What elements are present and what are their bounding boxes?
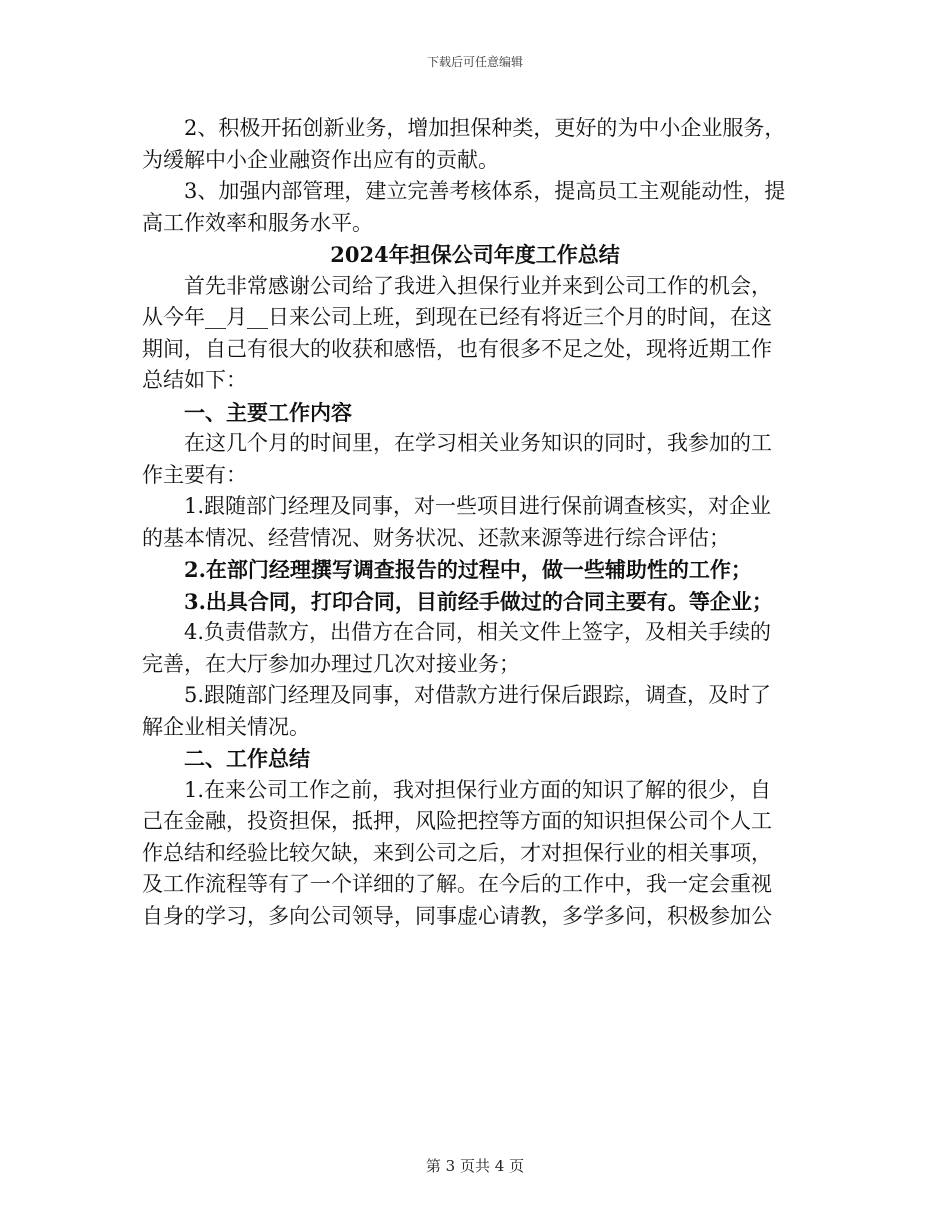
- text-line: 为缓解中小企业融资作出应有的贡献。: [142, 147, 499, 172]
- text-line: 的基本情况、经营情况、财务状况、还款来源等进行综合评估；: [142, 525, 730, 550]
- page-footer: 第 3 页共 4 页: [425, 1157, 525, 1175]
- text-line: 二、工作总结: [184, 746, 310, 771]
- text-line: 2.在部门经理撰写调查报告的过程中，做一些辅助性的工作；: [184, 557, 752, 582]
- section-heading: [142, 743, 808, 775]
- paragraph: [142, 775, 808, 933]
- text-line: 在这几个月的时间里，在学习相关业务知识的同时，我参加的工: [184, 431, 772, 455]
- section-title: 2024年担保公司年度工作总结: [330, 242, 620, 267]
- text-line: 首先非常感谢公司给了我进入担保行业并来到公司工作的机会，: [184, 273, 772, 298]
- text-line: 1.在来公司工作之前，我对担保行业方面的知识了解的很少，自: [184, 777, 772, 802]
- paragraph-bold: [142, 586, 808, 618]
- text-line: 1.跟随部门经理及同事，对一些项目进行保前调查核实，对企业: [184, 494, 772, 518]
- text-line: 己在金融，投资担保，抵押，风险把控等方面的知识担保公司个人工: [142, 809, 772, 833]
- text-line: 完善，在大厅参加办理过几次对接业务；: [142, 651, 520, 676]
- section-heading: [142, 397, 808, 429]
- text-line: 5.跟随部门经理及同事，对借款方进行保后跟踪，调查，及时了: [184, 683, 772, 707]
- text-line: 作总结和经验比较欠缺，来到公司之后，才对担保行业的相关事项，: [142, 840, 772, 865]
- text-line: 解企业相关情况。: [142, 714, 310, 739]
- text-line: 作主要有：: [142, 462, 247, 487]
- text-line: 3.出具合同，打印合同，目前经手做过的合同主要有。等企业；: [184, 588, 773, 614]
- paragraph: [142, 491, 808, 554]
- paragraph: [142, 680, 808, 743]
- paragraph: [142, 428, 808, 491]
- text-line: 4.负责借款方，出借方在合同，相关文件上签字，及相关手续的: [184, 620, 772, 644]
- text-line: 2、积极开拓创新业务，增加担保种类，更好的为中小企业服务，: [184, 116, 786, 140]
- text-line: 期间，自己有很大的收获和感悟，也有很多不足之处，现将近期工作: [142, 336, 772, 361]
- text-line: 3、加强内部管理，建立完善考核体系，提高员工主观能动性，提: [184, 179, 786, 203]
- text-line: 高工作效率和服务水平。: [142, 210, 373, 235]
- paragraph: [142, 176, 808, 239]
- paragraph-bold: [142, 554, 808, 586]
- text-line: 自身的学习，多向公司领导，同事虚心请教，多学多问，积极参加公: [142, 903, 772, 928]
- page-header: 下载后可任意编辑: [426, 55, 523, 69]
- paragraph: [142, 271, 808, 397]
- paragraph: [142, 617, 808, 680]
- document-body: [142, 113, 808, 932]
- text-line: 总结如下：: [142, 368, 247, 392]
- text-line: 及工作流程等有了一个详细的了解。在今后的工作中，我一定会重视: [142, 872, 772, 896]
- paragraph: [142, 113, 808, 176]
- text-line: 从今年__月__日来公司上班，到现在已经有将近三个月的时间，在这: [142, 305, 772, 329]
- text-line: 一、主要工作内容: [184, 399, 352, 425]
